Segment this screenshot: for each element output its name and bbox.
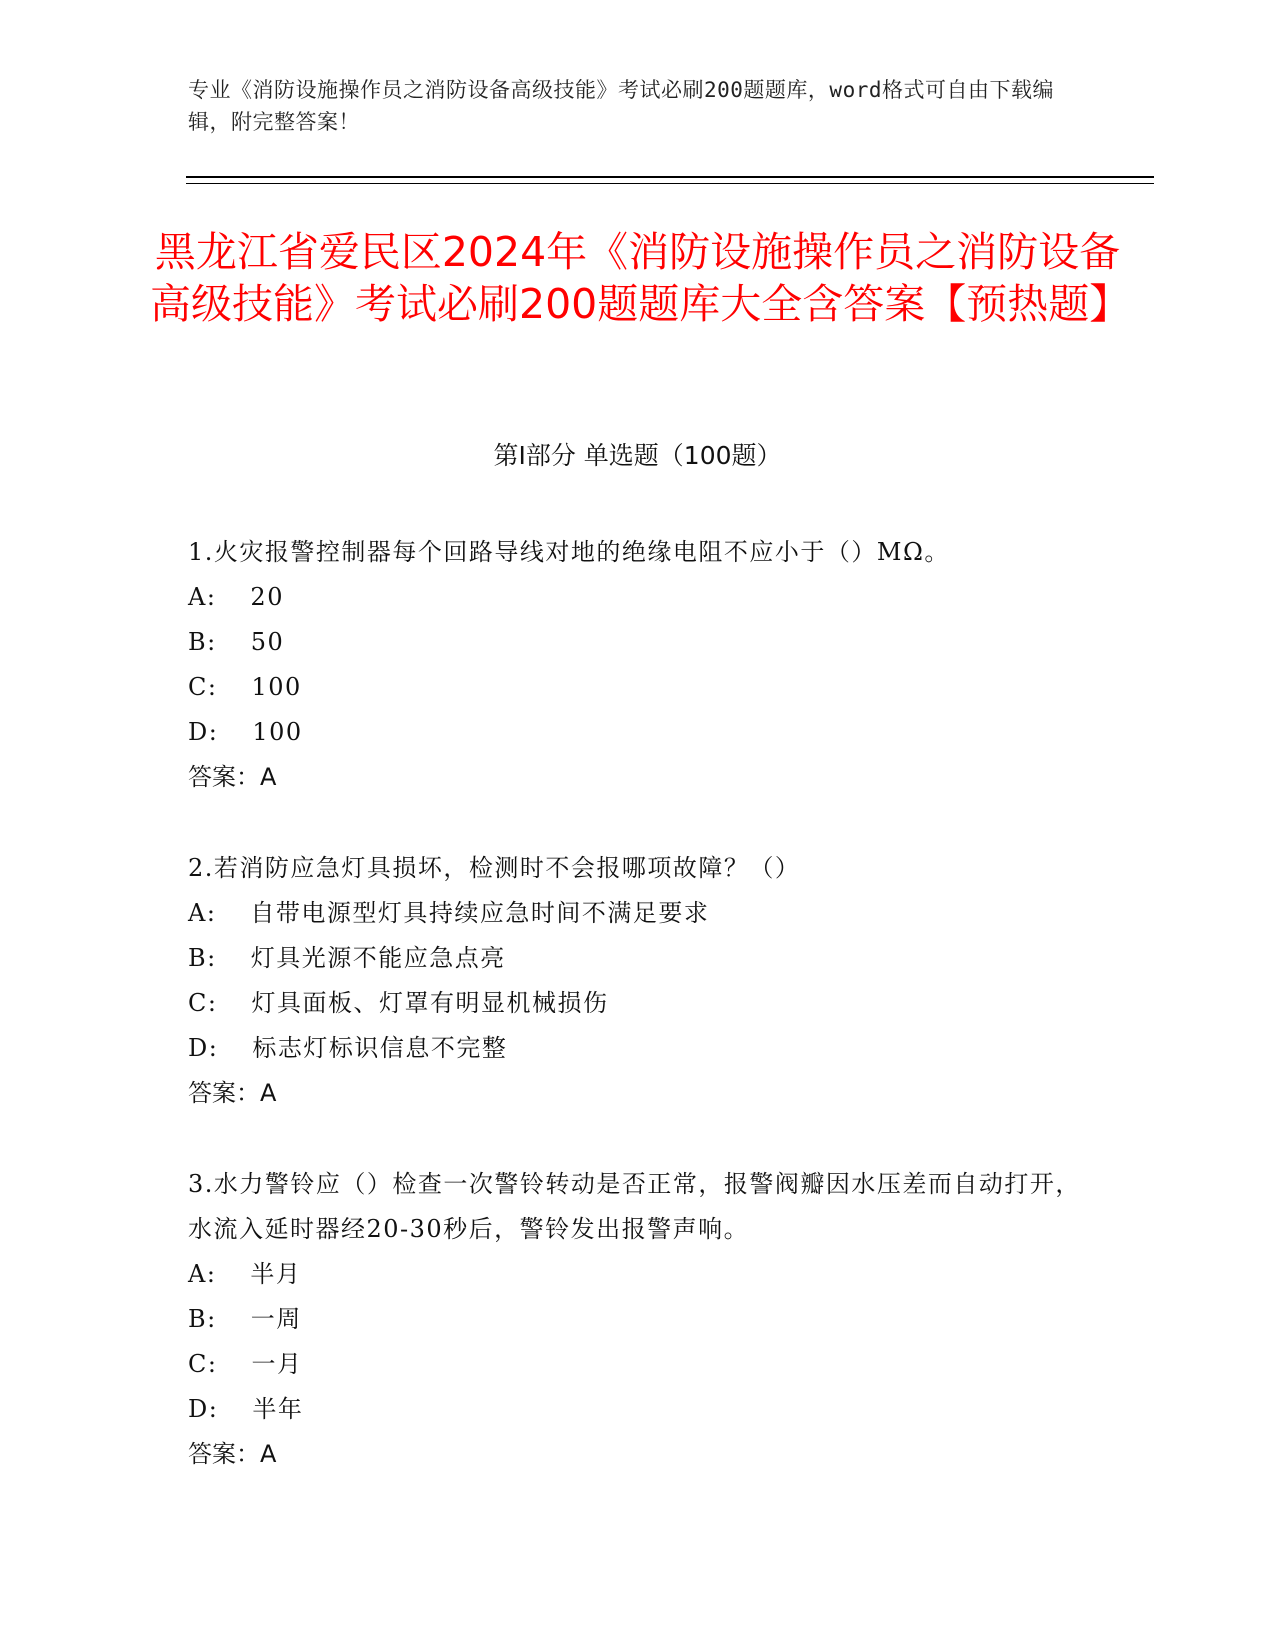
option-letter: D:: [188, 1034, 219, 1062]
answer-option: [188, 1342, 1088, 1387]
option-letter: C:: [188, 989, 218, 1017]
option-letter: C:: [188, 673, 218, 701]
option-text: 100: [251, 673, 302, 701]
answer-option: [188, 936, 1088, 981]
option-text: 20: [250, 583, 284, 611]
option-letter: C:: [188, 1350, 218, 1378]
header-note: 专业《消防设施操作员之消防设备高级技能》考试必刷200题题库，word格式可自由下载编辑，附完整答案！: [188, 78, 1054, 134]
question-stem: 3.水力警铃应（）检查一次警铃转动是否正常，报警阀瓣因水压差而自动打开，水流入延时器经20-30秒后，警铃发出报警声响。: [188, 1170, 1081, 1243]
answer-key: 答案：A: [188, 763, 277, 791]
option-letter: A:: [188, 1260, 217, 1288]
option-letter: A:: [188, 899, 217, 927]
option-text: 50: [250, 628, 285, 656]
option-text: 一月: [251, 1350, 303, 1378]
question-item: [188, 1162, 1088, 1477]
answer-option: [188, 1297, 1088, 1342]
option-letter: D:: [188, 718, 219, 746]
section-heading: 第I部分 单选题（100题）: [493, 441, 782, 470]
option-text: 100: [252, 718, 303, 746]
answer-option: [188, 575, 1088, 620]
question-stem: 1.火灾报警控制器每个回路导线对地的绝缘电阻不应小于（）MΩ。: [188, 538, 950, 566]
question-list: [188, 530, 1088, 1523]
document-title: 黑龙江省爱民区2024年《消防设施操作员之消防设备高级技能》考试必刷200题题库大全含答案【预热题】: [150, 228, 1131, 328]
option-text: 自带电源型灯具持续应急时间不满足要求: [250, 899, 710, 927]
option-letter: B:: [188, 628, 217, 656]
answer-option: [188, 1026, 1088, 1071]
answer-option: [188, 1252, 1088, 1297]
option-letter: B:: [188, 944, 217, 972]
answer-option: [188, 665, 1088, 710]
answer-option: [188, 1387, 1088, 1432]
option-text: 标志灯标识信息不完整: [252, 1034, 508, 1062]
question-item: [188, 530, 1088, 800]
answer-key: 答案：A: [188, 1079, 277, 1107]
answer-option: [188, 710, 1088, 755]
option-letter: A:: [188, 583, 217, 611]
option-text: 半年: [252, 1395, 304, 1423]
header-rule-thick: [186, 176, 1154, 178]
option-text: 半月: [250, 1260, 302, 1288]
option-text: 灯具光源不能应急点亮: [250, 944, 506, 972]
answer-option: [188, 981, 1088, 1026]
answer-option: [188, 620, 1088, 665]
header-rule-thin: [186, 183, 1154, 184]
question-item: [188, 846, 1088, 1116]
option-letter: D:: [188, 1395, 219, 1423]
question-stem: 2.若消防应急灯具损坏，检测时不会报哪项故障？（）: [188, 854, 801, 882]
option-letter: B:: [188, 1305, 217, 1333]
option-text: 灯具面板、灯罩有明显机械损伤: [251, 989, 609, 1017]
answer-option: [188, 891, 1088, 936]
option-text: 一周: [250, 1305, 302, 1333]
answer-key: 答案：A: [188, 1440, 277, 1468]
